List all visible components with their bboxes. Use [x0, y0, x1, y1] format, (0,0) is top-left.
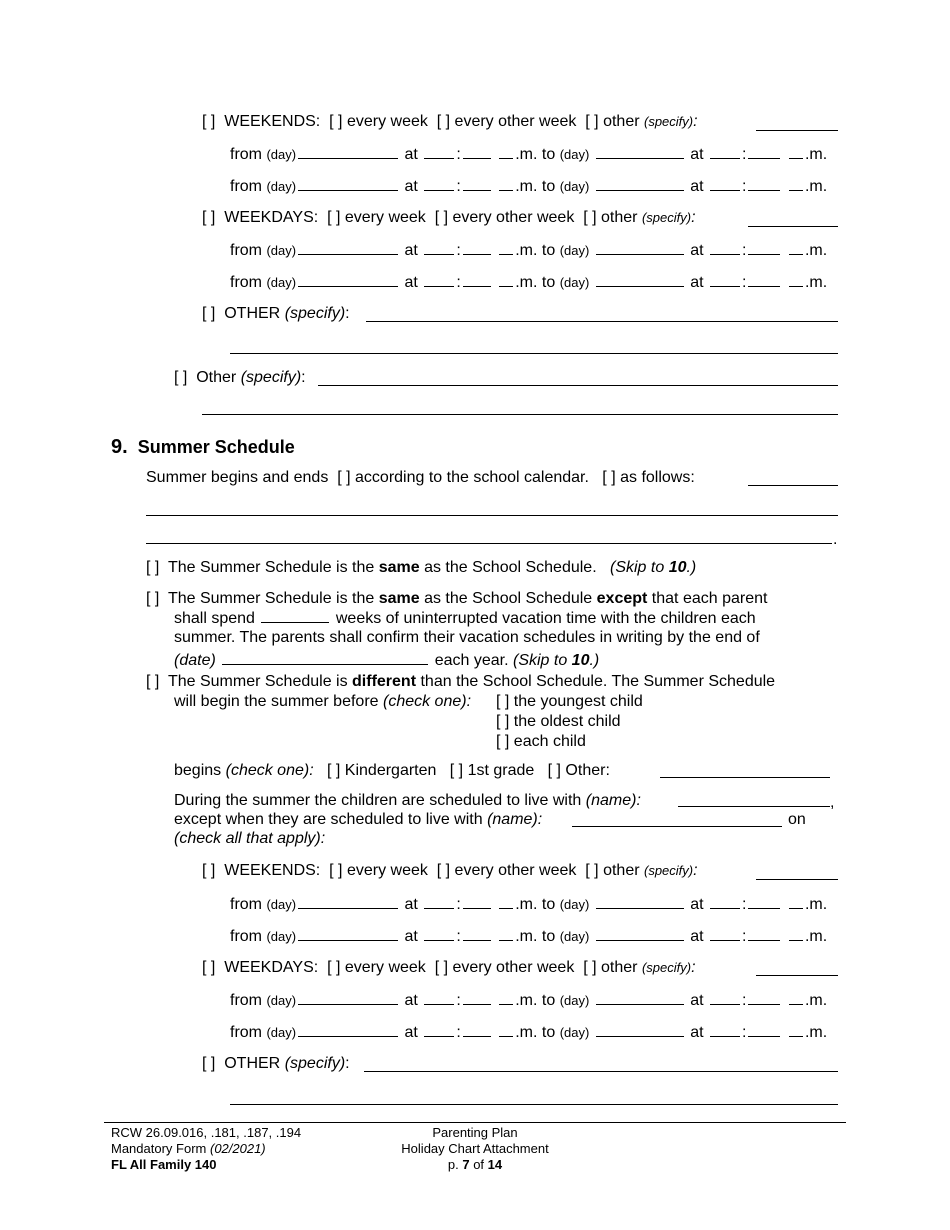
time-row: from (day) at : .m. to (day) at : .m.: [230, 242, 828, 259]
outer-other-field[interactable]: [318, 385, 838, 386]
minute-field[interactable]: [463, 146, 491, 159]
section-heading: 9. Summer Schedule: [111, 436, 295, 458]
minute-field[interactable]: [748, 146, 780, 159]
time-row: from (day) at : .m. to (day) at : .m.: [230, 896, 828, 913]
vacation-weeks-field[interactable]: [261, 610, 329, 623]
hour-field[interactable]: [710, 992, 740, 1005]
other-specify-field-2[interactable]: [230, 1104, 838, 1105]
hour-field[interactable]: [424, 274, 454, 287]
other-grade-checkbox[interactable]: [ ]: [547, 762, 561, 779]
hour-field[interactable]: [710, 928, 740, 941]
other-checkbox[interactable]: [ ]: [585, 113, 599, 130]
youngest-child-checkbox[interactable]: [ ]: [496, 693, 510, 710]
minute-field[interactable]: [748, 928, 780, 941]
minute-field[interactable]: [748, 896, 780, 909]
other-checkbox[interactable]: [ ]: [585, 862, 599, 879]
time-row: from (day) at : .m. to (day) at : .m.: [230, 274, 828, 291]
minute-field[interactable]: [463, 896, 491, 909]
from-day-field[interactable]: [298, 178, 398, 191]
ampm-field[interactable]: [789, 178, 803, 191]
minute-field[interactable]: [748, 1024, 780, 1037]
weekends-other-field[interactable]: [756, 130, 838, 131]
other-specify-field[interactable]: [364, 1071, 838, 1072]
every-week-checkbox[interactable]: [ ]: [329, 113, 343, 130]
weekdays-other-field[interactable]: [756, 975, 838, 976]
outer-other-field-2[interactable]: [202, 414, 838, 415]
from-day-field[interactable]: [298, 146, 398, 159]
ampm-field[interactable]: [499, 274, 513, 287]
other-upper-checkbox[interactable]: [ ]: [202, 1055, 216, 1072]
hour-field[interactable]: [424, 178, 454, 191]
other-specify-field[interactable]: [366, 321, 838, 322]
to-day-field[interactable]: [596, 178, 684, 191]
line-period: .: [833, 531, 838, 548]
weekdays-other-field[interactable]: [748, 226, 838, 227]
time-row: from (day) at : .m. to (day) at : .m.: [230, 1024, 828, 1041]
ampm-field[interactable]: [789, 896, 803, 909]
hour-field[interactable]: [710, 178, 740, 191]
weekdays-checkbox[interactable]: [ ]: [202, 209, 216, 226]
from-day-field[interactable]: [298, 896, 398, 909]
weekends-checkbox[interactable]: [ ]: [202, 862, 216, 879]
outer-other-checkbox[interactable]: [ ]: [174, 369, 188, 386]
ampm-field[interactable]: [789, 928, 803, 941]
every-week-checkbox[interactable]: [ ]: [329, 862, 343, 879]
same-except-checkbox[interactable]: [ ]: [146, 590, 160, 607]
other-upper-checkbox[interactable]: [ ]: [202, 305, 216, 322]
kindergarten-checkbox[interactable]: [ ]: [327, 762, 341, 779]
confirm-date-field[interactable]: [222, 652, 428, 665]
minute-field[interactable]: [748, 178, 780, 191]
hour-field[interactable]: [710, 1024, 740, 1037]
to-day-field[interactable]: [596, 1024, 684, 1037]
hour-field[interactable]: [710, 896, 740, 909]
hour-field[interactable]: [424, 242, 454, 255]
every-week-checkbox[interactable]: [ ]: [327, 959, 341, 976]
ampm-field[interactable]: [499, 242, 513, 255]
first-grade-checkbox[interactable]: [ ]: [449, 762, 464, 779]
hour-field[interactable]: [424, 146, 454, 159]
weekends-other-field[interactable]: [756, 879, 838, 880]
ampm-field[interactable]: [499, 178, 513, 191]
ampm-field[interactable]: [499, 146, 513, 159]
from-day-field[interactable]: [298, 928, 398, 941]
form-id: FL All Family 140: [111, 1157, 217, 1172]
ampm-field[interactable]: [499, 1024, 513, 1037]
school-calendar-checkbox[interactable]: [ ]: [337, 469, 351, 486]
as-follows-field[interactable]: [748, 485, 838, 486]
from-day-field[interactable]: [298, 1024, 398, 1037]
live-with-name-field[interactable]: [678, 806, 830, 807]
hour-field[interactable]: [710, 242, 740, 255]
hour-field[interactable]: [424, 1024, 454, 1037]
hour-field[interactable]: [424, 896, 454, 909]
minute-field[interactable]: [463, 992, 491, 1005]
to-day-field[interactable]: [596, 896, 684, 909]
ampm-field[interactable]: [789, 242, 803, 255]
except-name-field[interactable]: [572, 826, 782, 827]
to-day-field[interactable]: [596, 928, 684, 941]
hour-field[interactable]: [424, 928, 454, 941]
other-checkbox[interactable]: [ ]: [583, 959, 597, 976]
other-checkbox[interactable]: [ ]: [583, 209, 597, 226]
different-schedule-checkbox[interactable]: [ ]: [146, 673, 160, 690]
doc-subtitle: Holiday Chart Attachment: [401, 1141, 549, 1156]
ampm-field[interactable]: [789, 146, 803, 159]
every-week-checkbox[interactable]: [ ]: [327, 209, 341, 226]
footer-left: [111, 1125, 301, 1173]
minute-field[interactable]: [463, 1024, 491, 1037]
to-day-field[interactable]: [596, 274, 684, 287]
oldest-child-checkbox[interactable]: [ ]: [496, 713, 510, 730]
rcw-citation: RCW 26.09.016, .181, .187, .194: [111, 1125, 302, 1140]
minute-field[interactable]: [463, 242, 491, 255]
from-day-field[interactable]: [298, 992, 398, 1005]
minute-field[interactable]: [748, 274, 780, 287]
minute-field[interactable]: [748, 992, 780, 1005]
minute-field[interactable]: [463, 928, 491, 941]
ampm-field[interactable]: [499, 928, 513, 941]
minute-field[interactable]: [463, 274, 491, 287]
time-row: from (day) at : .m. to (day) at : .m.: [230, 992, 828, 1009]
footer-divider: [104, 1122, 846, 1123]
as-follows-checkbox[interactable]: [ ]: [602, 469, 616, 486]
same-schedule-option: [ ] The Summer Schedule is the same as the School Schedule. (Skip to 10.): [146, 559, 697, 576]
doc-title: Parenting Plan: [432, 1125, 518, 1140]
to-day-field[interactable]: [596, 242, 684, 255]
summer-begins-row: Summer begins and ends [ ] according to the school calendar. [ ] as follows:: [146, 469, 695, 486]
every-other-week-checkbox[interactable]: [ ]: [434, 959, 449, 976]
mandatory-form: Mandatory Form (02/2021): [111, 1141, 266, 1156]
from-day-field[interactable]: [298, 274, 398, 287]
time-row: from (day) at : .m. to (day) at : .m.: [230, 178, 828, 195]
every-other-week-checkbox[interactable]: [ ]: [434, 209, 449, 226]
as-follows-field-3[interactable]: [146, 543, 832, 544]
from-day-field[interactable]: [298, 242, 398, 255]
as-follows-field-2[interactable]: [146, 515, 838, 516]
minute-field[interactable]: [463, 178, 491, 191]
same-schedule-checkbox[interactable]: [ ]: [146, 559, 160, 576]
every-other-week-checkbox[interactable]: [ ]: [436, 862, 451, 879]
ampm-field[interactable]: [789, 274, 803, 287]
time-row: from (day) at : .m. to (day) at : .m.: [230, 928, 828, 945]
time-row: from (day) at : .m. to (day) at : .m.: [230, 146, 828, 163]
footer-center: [395, 1125, 555, 1173]
page-number: p. 7 of 14: [447, 1157, 503, 1172]
minute-field[interactable]: [748, 242, 780, 255]
other-specify-field-2[interactable]: [230, 353, 838, 354]
ampm-field[interactable]: [789, 992, 803, 1005]
ampm-field[interactable]: [499, 896, 513, 909]
weekends-checkbox[interactable]: [ ]: [202, 113, 216, 130]
to-day-field[interactable]: [596, 992, 684, 1005]
ampm-field[interactable]: [789, 1024, 803, 1037]
hour-field[interactable]: [710, 146, 740, 159]
ampm-field[interactable]: [499, 992, 513, 1005]
each-child-checkbox[interactable]: [ ]: [496, 733, 510, 750]
every-other-week-checkbox[interactable]: [ ]: [436, 113, 451, 130]
weekdays-checkbox[interactable]: [ ]: [202, 959, 216, 976]
hour-field[interactable]: [710, 274, 740, 287]
hour-field[interactable]: [424, 992, 454, 1005]
to-day-field[interactable]: [596, 146, 684, 159]
other-grade-field[interactable]: [660, 777, 830, 778]
